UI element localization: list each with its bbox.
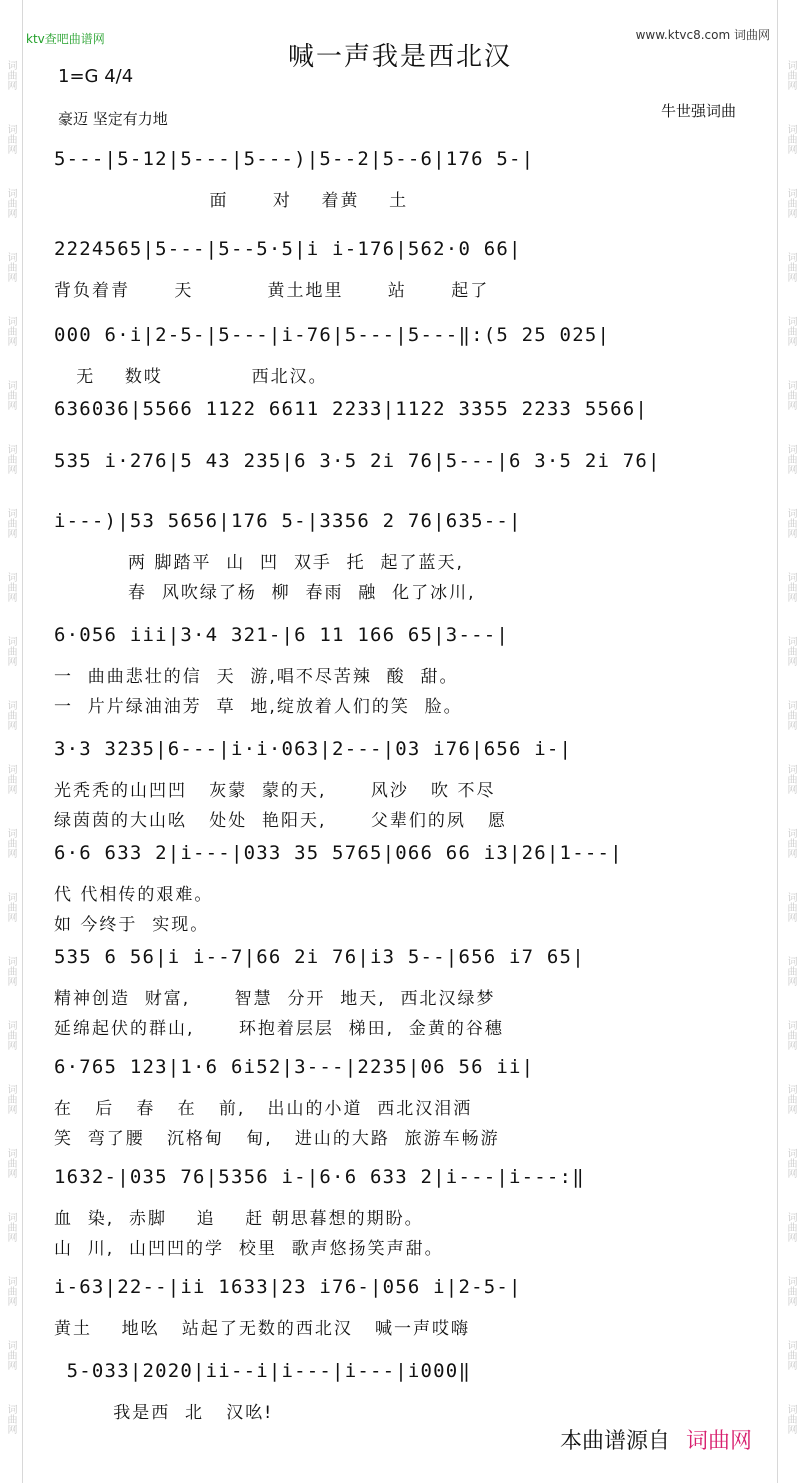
watermark-text: 词曲网 [785,252,796,282]
watermark-text: 词曲网 [5,380,16,410]
watermark-text: 词曲网 [5,1276,16,1306]
watermark-text: 词曲网 [785,188,796,218]
notation-line: 3·3 3235|6---|i·i·063|2---|03 i76|656 i-| [54,738,573,760]
watermark-text: 词曲网 [785,1404,796,1434]
watermark-text: 词曲网 [5,124,16,154]
lyric-line: 精神创造 财富, 智慧 分开 地天, 西北汉绿梦 [54,989,496,1009]
watermark-text: 词曲网 [785,1084,796,1114]
song-title: 喊一声我是西北汉 [287,42,512,72]
footer-credit [560,1424,752,1455]
watermark-text: 词曲网 [5,700,16,730]
watermark-text: 词曲网 [785,828,796,858]
watermark-text: 词曲网 [785,60,796,90]
lyric-line: 无 数哎 西北汉。 [54,367,328,387]
watermark-text: 词曲网 [5,764,16,794]
lyric-line: 绿茵茵的大山吆 处处 艳阳天, 父辈们的夙 愿 [54,811,508,831]
watermark-text: 词曲网 [5,1020,16,1050]
lyric-line: 一 片片绿油油芳 草 地,绽放着人们的笑 脸。 [54,697,463,717]
notation-line: 5---|5-12|5---|5---)|5--2|5--6|176 5-| [54,148,535,170]
right-margin-strip [777,0,800,1483]
footer-source: 本曲谱源自 [559,1429,670,1454]
notation-line: 6·6 633 2|i---|033 35 5765|066 66 i3|26|1---| [54,842,623,864]
lyric-line: 面 对 着黄 土 [54,191,409,211]
notation-line: i-63|22--|ii 1633|23 i76-|056 i|2-5-| [54,1276,522,1298]
watermark-text: 词曲网 [785,508,796,538]
notation-line: 000 6·i|2-5-|5---|i-76|5---|5---‖:(5 25 025| [54,324,611,346]
watermark-text: 词曲网 [785,380,796,410]
watermark-text: 词曲网 [785,316,796,346]
watermark-text: 词曲网 [785,956,796,986]
lyric-line: 笑 弯了腰 沉格甸 甸, 进山的大路 旅游车畅游 [54,1129,500,1149]
notation-line: 535 6 56|i i--7|66 2i 76|i3 5--|656 i7 65| [54,946,585,968]
lyric-line: 代 代相传的艰难。 [54,885,214,905]
lyric-line: 延绵起伏的群山, 环抱着层层 梯田, 金黄的谷穗 [54,1019,504,1039]
watermark-text: 词曲网 [5,188,16,218]
watermark-text: 词曲网 [785,444,796,474]
watermark-text: 词曲网 [5,956,16,986]
notation-line: 6·056 iii|3·4 321-|6 11 166 65|3---| [54,624,510,646]
watermark-text: 词曲网 [5,60,16,90]
notation-line: i---)|53 5656|176 5-|3356 2 76|635--| [54,510,522,532]
lyric-line: 背负着青 天 黄土地里 站 起了 [54,281,490,301]
watermark-text: 词曲网 [5,444,16,474]
left-margin-strip [0,0,23,1483]
lyric-line: 在 后 春 在 前, 出山的小道 西北汉泪洒 [54,1099,473,1119]
watermark-text: 词曲网 [5,892,16,922]
lyric-line: 春 风吹绿了杨 柳 春雨 融 化了冰川, [54,583,476,603]
notation-line: 5-033|2020|ii--i|i---|i---|i000‖ [54,1360,472,1382]
watermark-text: 词曲网 [5,572,16,602]
watermark-text: 词曲网 [5,508,16,538]
notation-line: 6·765 123|1·6 6i52|3---|2235|06 56 ii| [54,1056,535,1078]
watermark-text: 词曲网 [785,1276,796,1306]
lyric-line: 光秃秃的山凹凹 灰蒙 蒙的天, 风沙 吹 不尽 [54,781,496,801]
watermark-text: 词曲网 [785,1020,796,1050]
notation-line: 2224565|5---|5--5·5|i i-176|562·0 66| [54,238,522,260]
lyric-line: 两 脚踏平 山 凹 双手 托 起了蓝天, [54,553,464,573]
watermark-text: 词曲网 [5,1404,16,1434]
watermark-text: 词曲网 [785,636,796,666]
watermark-text: 词曲网 [5,316,16,346]
watermark-text: 词曲网 [5,1084,16,1114]
lyric-line: 山 川, 山凹凹的学 校里 歌声悠扬笑声甜。 [54,1239,444,1259]
notation-line: 1632-|035 76|5356 i-|6·6 633 2|i---|i---:‖ [54,1166,585,1188]
watermark-text: 词曲网 [5,1148,16,1178]
watermark-text: 词曲网 [785,764,796,794]
footer-brand: 词曲网 [685,1429,752,1454]
watermark-text: 词曲网 [785,1340,796,1370]
source-site-left: ktv查吧曲谱网 [26,32,105,46]
key-signature: 1=G 4/4 [58,66,134,87]
author-credit: 牛世强词曲 [660,102,736,120]
source-site-right: www.ktvc8.com 词曲网 [635,28,770,42]
tempo-marking: 豪迈 坚定有力地 [58,110,168,128]
notation-line: 636036|5566 1122 6611 2233|1122 3355 2233 5566| [54,398,649,420]
watermark-text: 词曲网 [785,124,796,154]
lyric-line: 血 染, 赤脚 追 赶 朝思暮想的期盼。 [54,1209,424,1229]
lyric-line: 一 曲曲悲壮的信 天 游,唱不尽苦辣 酸 甜。 [54,667,459,687]
watermark-text: 词曲网 [5,1212,16,1242]
watermark-text: 词曲网 [5,636,16,666]
watermark-text: 词曲网 [5,252,16,282]
lyric-line: 我是西 北 汉吆! [54,1403,274,1423]
lyric-line: 如 今终于 实现。 [54,915,210,935]
watermark-text: 词曲网 [785,572,796,602]
watermark-text: 词曲网 [785,1212,796,1242]
notation-line: 535 i·276|5 43 235|6 3·5 2i 76|5---|6 3·5 2i 76| [54,450,661,472]
watermark-text: 词曲网 [785,1148,796,1178]
lyric-line: 黄土 地吆 站起了无数的西北汉 喊一声哎嗨 [54,1319,471,1339]
watermark-text: 词曲网 [5,1340,16,1370]
watermark-text: 词曲网 [5,828,16,858]
watermark-text: 词曲网 [785,700,796,730]
watermark-text: 词曲网 [785,892,796,922]
